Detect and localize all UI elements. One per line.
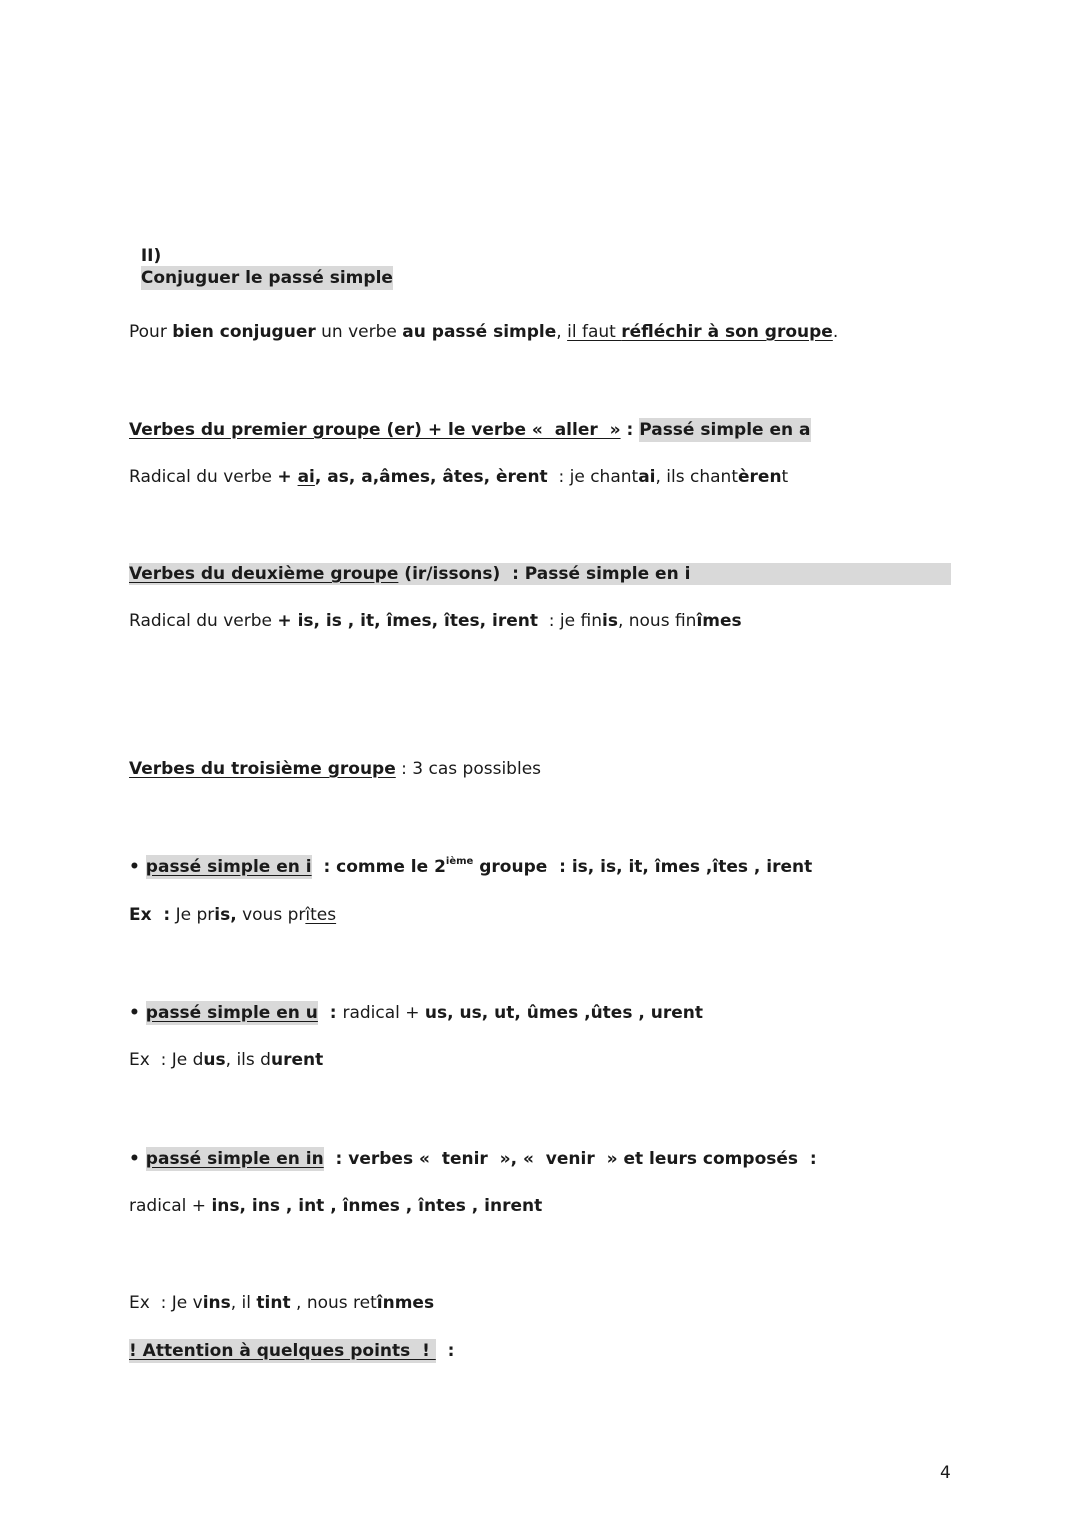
intro-paragraph: Pour bien conjuguer un verbe au passé simple, il faut réfléchir à son groupe.: [129, 322, 839, 342]
page-number: 4: [940, 1463, 951, 1483]
group1-heading: Verbes du premier groupe (er) + le verbe « aller » : Passé simple en a: [129, 420, 811, 440]
case-u-line: • passé simple en u : radical + us, us, ut, ûmes ,ûtes , urent: [129, 1003, 703, 1023]
group1-rule: Radical du verbe + ai, as, a,âmes, âtes, èrent : je chantai, ils chantèrent: [129, 467, 789, 487]
section-number: II): [140, 246, 162, 266]
case-i-example: Ex : Je pris, vous prîtes: [129, 905, 337, 925]
case-in-line: • passé simple en in : verbes « tenir », « venir » et leurs composés :: [129, 1149, 817, 1169]
bullet-icon: •: [129, 1149, 146, 1169]
bullet-icon: •: [129, 1003, 146, 1023]
attention-note: ! Attention à quelques points ! :: [129, 1341, 455, 1361]
section-title-text: Conjuguer le passé simple: [140, 268, 393, 288]
case-in-example: Ex : Je vins, il tint , nous retînmes: [129, 1293, 435, 1313]
case-i-line: • passé simple en i : comme le 2ième groupe : is, is, it, îmes ,îtes , irent: [129, 856, 813, 877]
section-title: [129, 223, 393, 289]
case-in-rule: radical + ins, ins , int , înmes , întes , inrent: [129, 1196, 543, 1216]
bullet-icon: •: [129, 857, 146, 877]
group2-heading: Verbes du deuxième groupe (ir/issons) : Passé simple en i: [129, 564, 691, 584]
group2-rule: Radical du verbe + is, is , it, îmes, îtes, irent : je finis, nous finîmes: [129, 611, 742, 631]
case-u-example: Ex : Je dus, ils durent: [129, 1050, 324, 1070]
group3-heading: Verbes du troisième groupe : 3 cas possibles: [129, 759, 542, 779]
